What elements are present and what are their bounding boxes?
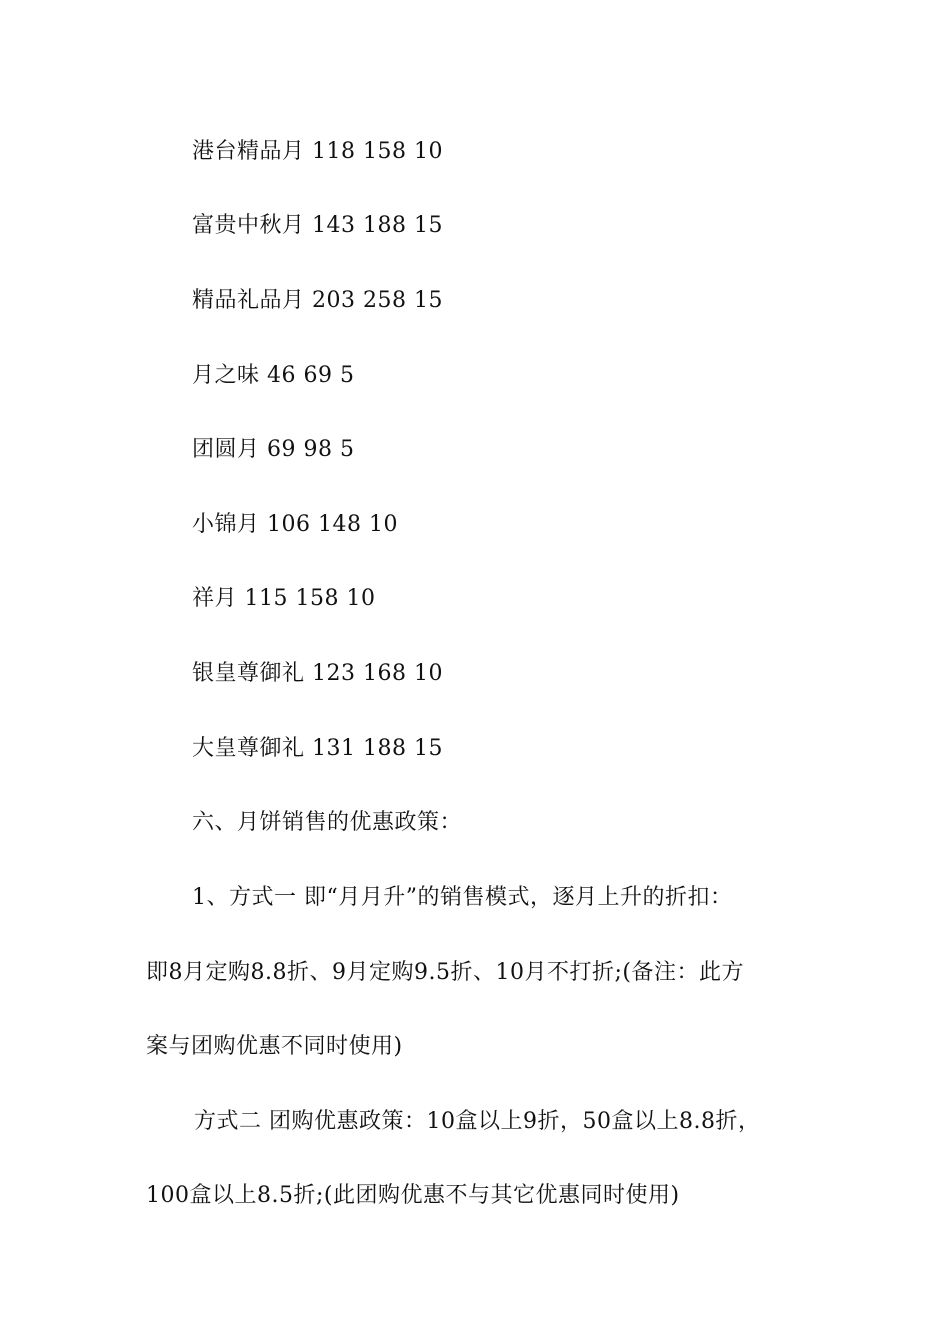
product-line: 小锦月 106 148 10: [192, 512, 398, 537]
product-line: 银皇尊御礼 123 168 10: [192, 661, 443, 686]
method-one-line-1: 1、方式一 即“月月升”的销售模式，逐月上升的折扣：: [192, 885, 733, 910]
method-two-line-1: 方式二 团购优惠政策：10盒以上9折，50盒以上8.8折，: [194, 1109, 761, 1134]
product-line: 祥月 115 158 10: [192, 586, 376, 611]
product-line: 港台精品月 118 158 10: [192, 139, 443, 164]
method-two-line-2: 100盒以上8.5折;(此团购优惠不与其它优惠同时使用): [146, 1183, 680, 1208]
product-line: 精品礼品月 203 258 15: [192, 288, 443, 313]
method-one-line-2: 即8月定购8.8折、9月定购9.5折、10月不打折;(备注：此方: [146, 960, 744, 985]
product-line: 月之味 46 69 5: [192, 363, 355, 388]
product-line: 团圆月 69 98 5: [192, 437, 355, 462]
product-line: 大皇尊御礼 131 188 15: [192, 736, 443, 761]
product-line: 富贵中秋月 143 188 15: [192, 213, 443, 238]
method-one-line-3: 案与团购优惠不同时使用): [146, 1034, 403, 1059]
section-heading: 六、月饼销售的优惠政策：: [192, 810, 463, 835]
